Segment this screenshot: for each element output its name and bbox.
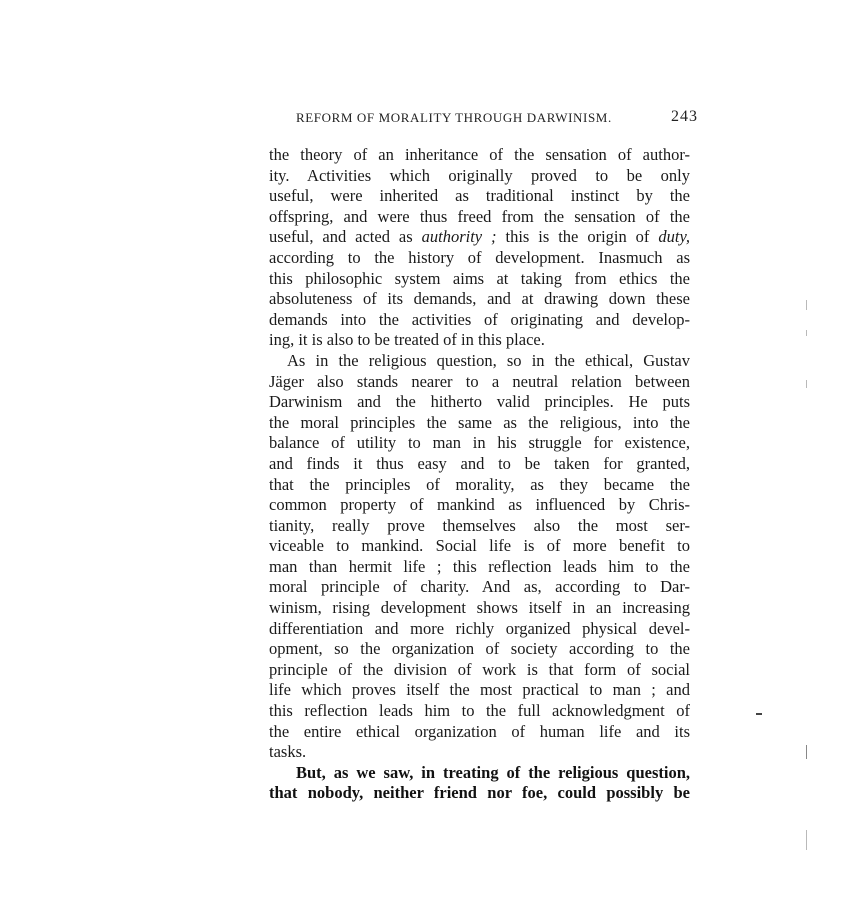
- text-line: tianity, really prove themselves also the most ser-: [269, 515, 690, 535]
- text-line: the entire ethical organization of human life and its: [269, 721, 690, 741]
- text-line: But, as we saw, in treating of the religious question,: [296, 762, 690, 782]
- text-line: common property of mankind as influenced by Chris-: [269, 495, 690, 515]
- text-line: ity. Activities which originally proved to be only: [269, 165, 690, 185]
- text-line: life which proves itself the most practical to man ; and: [269, 680, 690, 700]
- text-line: useful, and acted as authority ; this is the origin of duty,: [269, 227, 690, 247]
- text-line: offspring, and were thus freed from the sensation of the: [269, 206, 690, 226]
- text-line: useful, were inherited as traditional instinct by the: [269, 186, 690, 206]
- italic-duty: duty,: [658, 227, 690, 247]
- text-line: the moral principles the same as the religious, into the: [269, 412, 690, 432]
- text-line: according to the history of development. Inasmuch as: [269, 247, 690, 267]
- text-line: tasks.: [269, 742, 307, 762]
- text-line: man than hermit life ; this reflection leads him to the: [269, 556, 690, 576]
- text-line: viceable to mankind. Social life is of more benefit to: [269, 536, 690, 556]
- text-line: and finds it thus easy and to be taken for granted,: [269, 453, 690, 473]
- text-line: moral principle of charity. And as, according to Dar-: [269, 577, 690, 597]
- scan-speck: [806, 745, 807, 759]
- scan-speck: [806, 300, 807, 310]
- text-line: principle of the division of work is that form of social: [269, 659, 690, 679]
- text-line: that the principles of morality, as they became the: [269, 474, 690, 494]
- page-number: 243: [671, 108, 698, 125]
- text-line: the theory of an inheritance of the sensation of author-: [269, 145, 690, 164]
- text-line: balance of utility to man in his struggle for existence,: [269, 433, 690, 453]
- scan-speck: [756, 713, 762, 715]
- text-line: winism, rising development shows itself in an increasing: [269, 598, 690, 618]
- scan-speck: [806, 830, 807, 850]
- text-line: Jäger also stands nearer to a neutral relation between: [269, 371, 690, 391]
- text-line: absoluteness of its demands, and at drawing down these: [269, 289, 690, 309]
- text-line: opment, so the organization of society according to the: [269, 639, 690, 659]
- italic-authority: authority ;: [421, 227, 497, 247]
- text-line: As in the religious question, so in the ethical, Gustav: [287, 350, 690, 370]
- text-line: ing, it is also to be treated of in this place.: [269, 330, 545, 350]
- text-line: that nobody, neither friend nor foe, could possibly be: [269, 783, 690, 803]
- text-line: this philosophic system aims at taking from ethics the: [269, 268, 690, 288]
- text-line: Darwinism and the hitherto valid principles. He puts: [269, 392, 690, 412]
- scan-speck: [806, 330, 807, 336]
- text-line: this reflection leads him to the full acknowledgment of: [269, 701, 690, 721]
- text-line: differentiation and more richly organized physical devel-: [269, 618, 690, 638]
- scan-speck: [806, 380, 807, 388]
- body-text: [269, 145, 690, 804]
- running-head: [296, 110, 706, 130]
- text-line: demands into the activities of originating and develop-: [269, 309, 690, 329]
- running-title: REFORM OF MORALITY THROUGH DARWINISM.: [296, 110, 612, 125]
